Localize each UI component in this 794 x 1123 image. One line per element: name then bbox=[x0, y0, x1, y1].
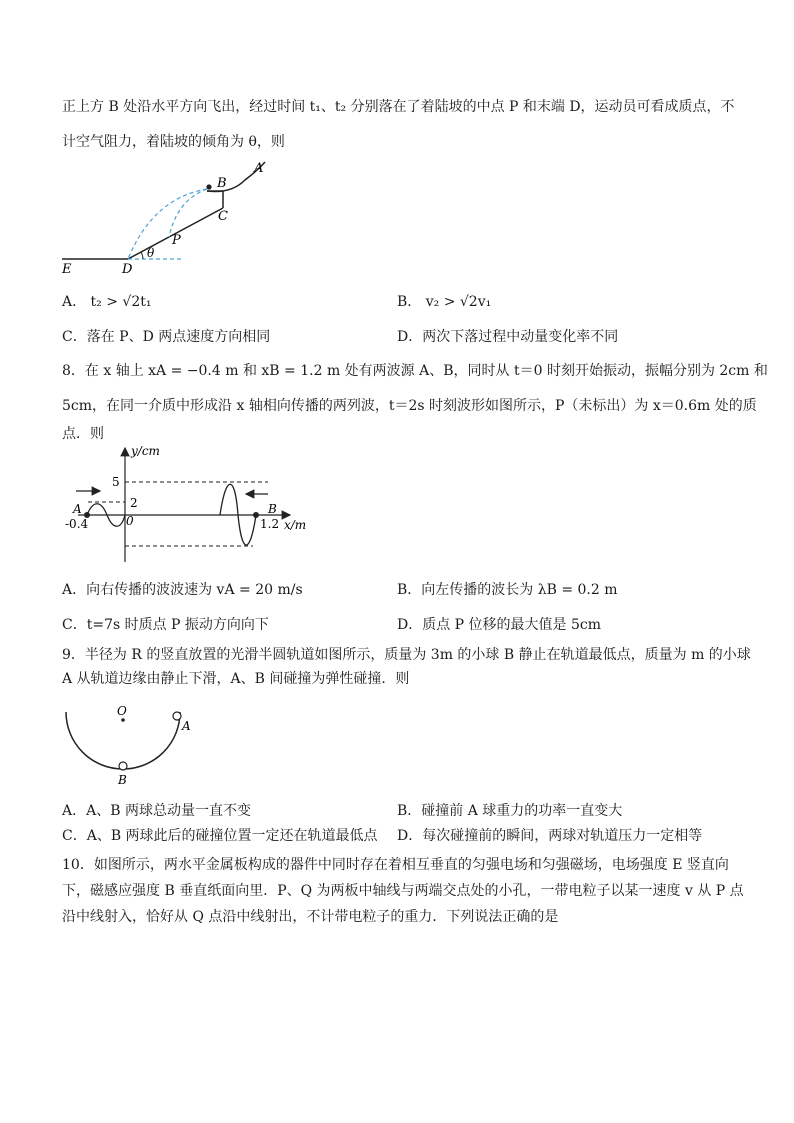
semicircle-track-figure bbox=[58, 702, 208, 792]
ball-b bbox=[119, 762, 127, 770]
tick-5: 5 bbox=[112, 475, 120, 489]
q8-text-line3: 点．则 bbox=[62, 426, 104, 442]
x-axis-label: x/m bbox=[284, 518, 307, 532]
q7-option-a: A． t₂ > √2t₁ bbox=[62, 294, 152, 310]
label-theta: θ bbox=[147, 246, 155, 260]
q9-option-a: A．A、B 两球总动量一直不变 bbox=[62, 803, 251, 819]
q7-option-d: D．两次下落过程中动量变化率不同 bbox=[397, 329, 619, 345]
tick-2: 2 bbox=[130, 496, 138, 510]
q8-option-a: A．向右传播的波波速为 vA = 20 m/s bbox=[62, 582, 303, 598]
q8-option-b: B．向左传播的波长为 λB = 0.2 m bbox=[397, 582, 618, 598]
q8-option-c: C．t=7s 时质点 P 振动方向向下 bbox=[62, 617, 269, 633]
q10-text-line1: 10．如图所示，两水平金属板构成的器件中同时存在着相互垂直的匀强电场和匀强磁场，电场强度 E 竖直向 bbox=[62, 857, 729, 873]
skier-icon bbox=[206, 184, 211, 189]
source-b-dot bbox=[253, 512, 259, 518]
q9-option-c: C．A、B 两球此后的碰撞位置一定还在轨道最低点 bbox=[62, 828, 378, 844]
q7-text-line1: 正上方 B 处沿水平方向飞出，经过时间 t₁、t₂ 分别落在了着陆坡的中点 P 和末端 D，运动员可看成质点，不 bbox=[62, 99, 735, 115]
q8-option-d: D．质点 P 位移的最大值是 5cm bbox=[397, 617, 602, 633]
q9-option-d: D．每次碰撞前的瞬间，两球对轨道压力一定相等 bbox=[397, 828, 703, 844]
ball-a bbox=[173, 712, 181, 720]
y-axis-label: y/cm bbox=[131, 444, 160, 458]
q9-option-b: B．碰撞前 A 球重力的功率一直变大 bbox=[397, 803, 623, 819]
label-D: D bbox=[122, 262, 133, 277]
q7-option-c: C．落在 P、D 两点速度方向相同 bbox=[62, 329, 271, 345]
label-O: O bbox=[117, 704, 127, 718]
label-E: E bbox=[62, 262, 72, 277]
ski-slope-figure bbox=[55, 158, 295, 278]
q10-text-line2: 下，磁感应强度 B 垂直纸面向里．P、Q 为两板中轴线与两端交点处的小孔，一带电粒子以某一速度 v 从 P 点 bbox=[62, 883, 744, 899]
q9-text-line1: 9．半径为 R 的竖直放置的光滑半圆轨道如图所示，质量为 3m 的小球 B 静止在轨道最低点，质量为 m 的小球 bbox=[62, 647, 751, 663]
label-B: B bbox=[217, 176, 227, 191]
q8-text-line2: 5cm，在同一介质中形成沿 x 轴相向传播的两列波，t＝2s 时刻波形如图所示，P（未标出）为 x＝0.6m 处的质 bbox=[62, 398, 757, 414]
q7-option-b: B． v₂ > √2v₁ bbox=[397, 294, 492, 310]
label-source-a: A bbox=[73, 502, 82, 516]
tick-0: 0 bbox=[126, 514, 134, 528]
center-dot bbox=[121, 718, 125, 722]
q9-text-line2: A 从轨道边缘由静止下滑，A、B 间碰撞为弹性碰撞．则 bbox=[62, 671, 410, 687]
label-P: P bbox=[172, 233, 181, 248]
q8-text-line1: 8．在 x 轴上 xA = −0.4 m 和 xB = 1.2 m 处有两波源 A、B，同时从 t＝0 时刻开始振动，振幅分别为 2cm 和 bbox=[62, 363, 768, 379]
label-A: A bbox=[254, 161, 264, 176]
tick-neg04: -0.4 bbox=[65, 517, 89, 531]
label-source-b: B bbox=[268, 502, 277, 516]
label-B: B bbox=[118, 773, 127, 787]
label-C: C bbox=[218, 209, 228, 224]
q10-text-line3: 沿中线射入，恰好从 Q 点沿中线射出，不计带电粒子的重力．下列说法正确的是 bbox=[62, 909, 559, 925]
tick-1-2: 1.2 bbox=[260, 517, 280, 531]
label-A: A bbox=[182, 719, 191, 733]
wave-figure bbox=[58, 442, 320, 567]
q7-text-line2: 计空气阻力，着陆坡的倾角为 θ，则 bbox=[62, 134, 285, 150]
